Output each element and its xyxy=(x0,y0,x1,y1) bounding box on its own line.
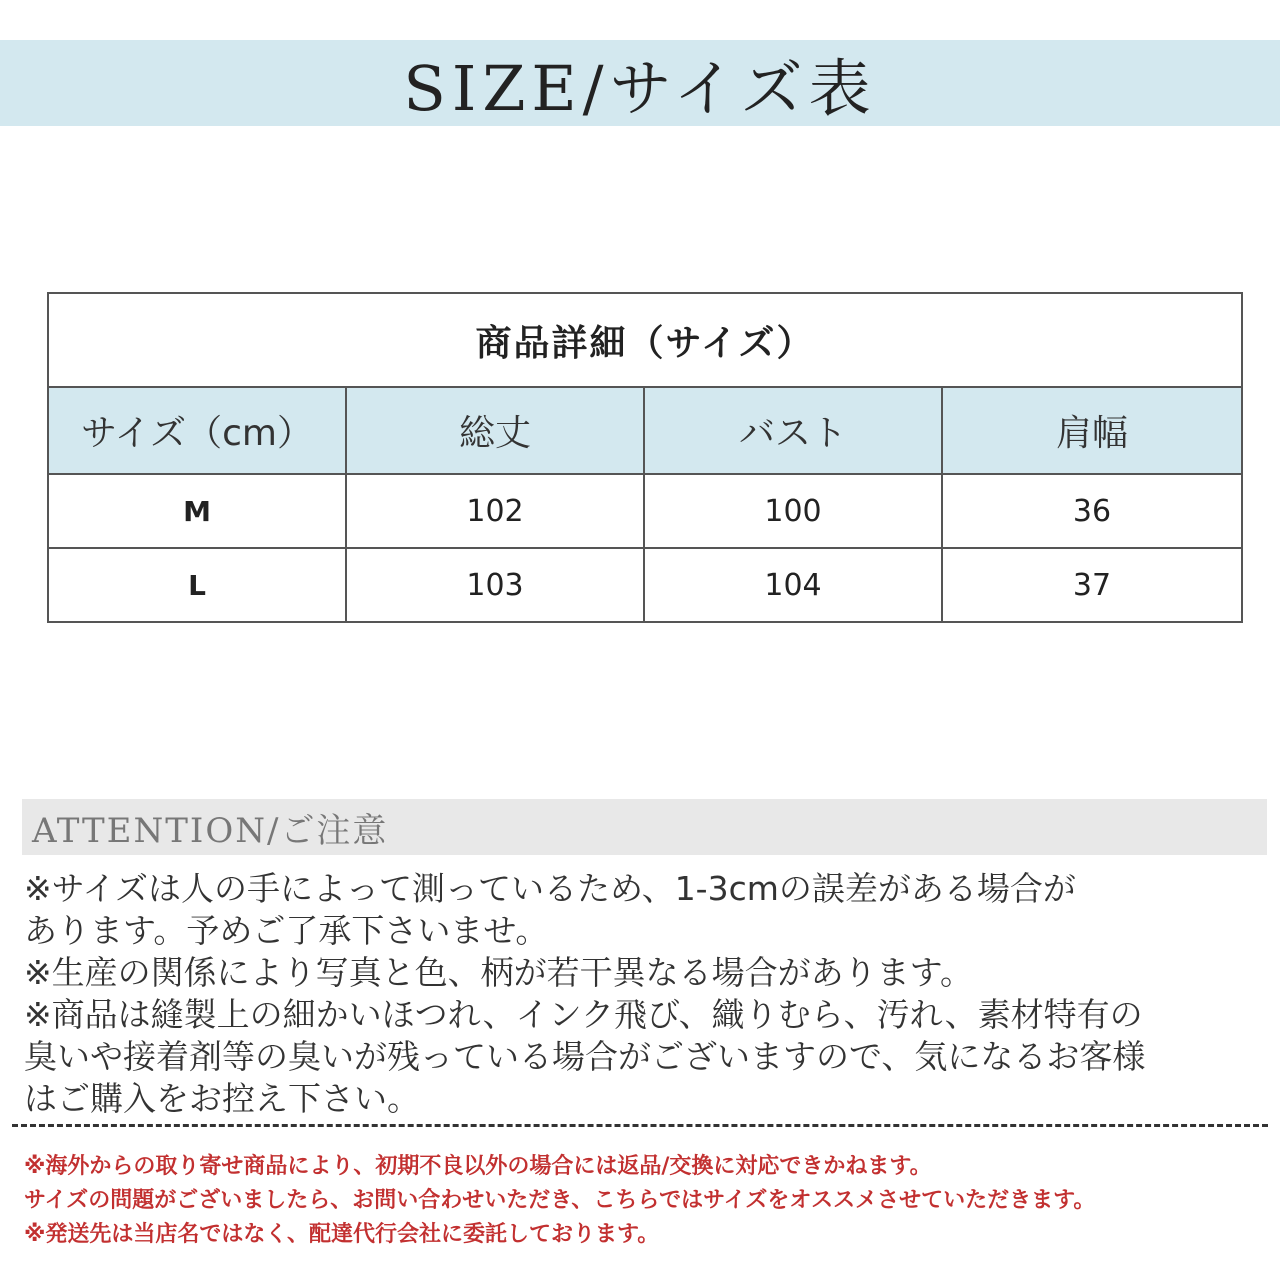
note-line: 臭いや接着剤等の臭いが残っている場合がございますので、気になるお客様 xyxy=(24,1037,1146,1076)
footer-note-line: サイズの問題がございましたら、お問い合わせいただき、こちらではサイズをオススメさせていただきます。 xyxy=(24,1188,1096,1213)
bust-cell: 104 xyxy=(644,548,942,622)
column-header-length: 総丈 xyxy=(346,387,644,474)
note-line: ※生産の関係により写真と色、柄が若干異なる場合があります。 xyxy=(24,953,974,992)
length-cell: 103 xyxy=(346,548,644,622)
attention-title: ATTENTION/ご注意 xyxy=(32,810,389,851)
footer-note-line: ※海外からの取り寄せ商品により、初期不良以外の場合には返品/交換に対応できかねます。 xyxy=(24,1154,932,1179)
note-line: はご購入をお控え下さい。 xyxy=(24,1079,420,1118)
column-header-bust: バスト xyxy=(644,387,942,474)
table-header-row xyxy=(48,387,1242,474)
shoulder-cell: 37 xyxy=(942,548,1242,622)
size-cell: L xyxy=(48,548,346,622)
column-header-size: サイズ（cm） xyxy=(48,387,346,474)
attention-banner xyxy=(22,799,1267,855)
note-line: ※商品は縫製上の細かいほつれ、インク飛び、織りむら、汚れ、素材特有の xyxy=(24,995,1143,1034)
note-line: あります。予めご了承下さいませ。 xyxy=(24,911,549,950)
table-row xyxy=(48,474,1242,548)
page-title: SIZE/サイズ表 xyxy=(403,51,877,125)
table-caption-row xyxy=(48,293,1242,387)
note-line: ※サイズは人の手によって測っているため、1-3cmの誤差がある場合が xyxy=(24,869,1076,908)
attention-notes xyxy=(24,868,1274,1120)
size-cell: M xyxy=(48,474,346,548)
table-caption: 商品詳細（サイズ） xyxy=(48,293,1242,387)
dashed-divider xyxy=(12,1124,1268,1127)
footer-notes xyxy=(24,1150,1274,1252)
column-header-shoulder: 肩幅 xyxy=(942,387,1242,474)
bust-cell: 100 xyxy=(644,474,942,548)
length-cell: 102 xyxy=(346,474,644,548)
shoulder-cell: 36 xyxy=(942,474,1242,548)
size-table xyxy=(47,292,1243,623)
footer-note-line: ※発送先は当店名ではなく、配達代行会社に委託しております。 xyxy=(24,1222,660,1247)
table-row xyxy=(48,548,1242,622)
title-banner xyxy=(0,40,1280,126)
